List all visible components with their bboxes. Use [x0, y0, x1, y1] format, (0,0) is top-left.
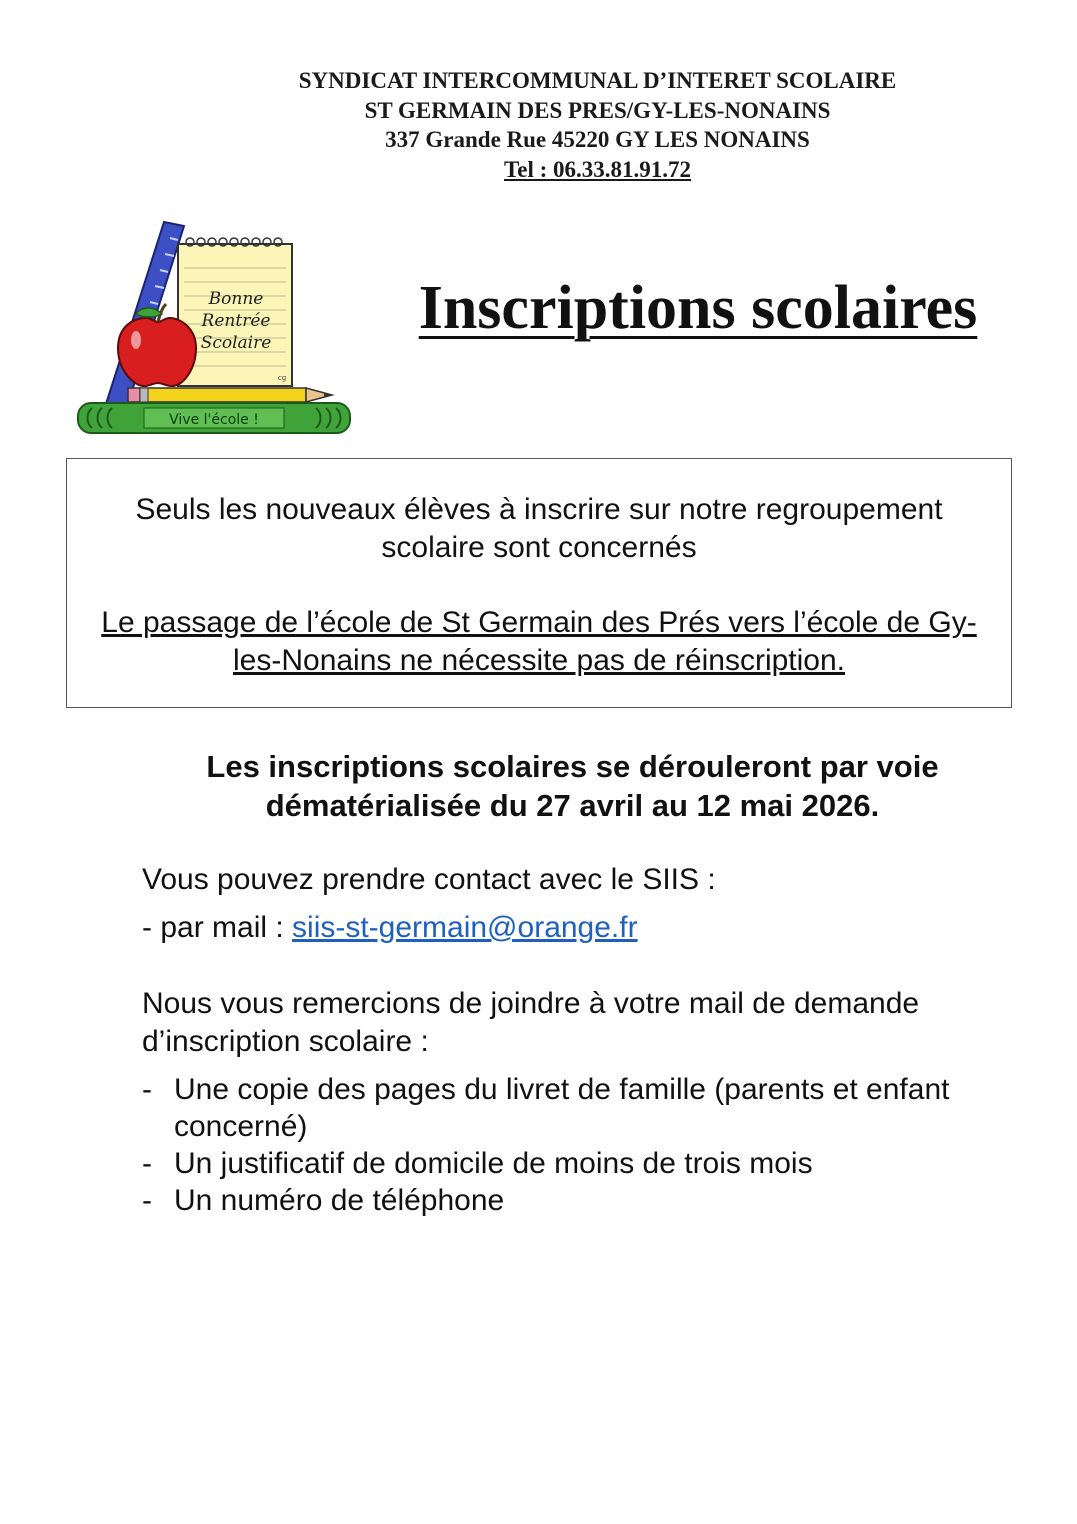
notepad-text-3: Scolaire — [200, 333, 272, 353]
email-link[interactable]: siis-st-germain@orange.fr — [292, 911, 638, 944]
list-item: - Un justificatif de domicile de moins de trois mois — [142, 1147, 813, 1180]
list-item: - Une copie des pages du livret de famille (parents et enfant concerné) — [142, 1073, 950, 1143]
pencil-icon — [128, 388, 332, 402]
bullet-dash: - — [142, 1147, 152, 1180]
bullet-dash: - — [142, 1184, 152, 1217]
notepad-text-1: Bonne — [208, 289, 264, 309]
mail-prefix: - par mail : — [142, 911, 293, 944]
attachments-intro: Nous vous remercions de joindre à votre mail de demande d’inscription scolaire : — [142, 987, 920, 1058]
letterhead-org-name: SYNDICAT INTERCOMMUNAL D’INTERET SCOLAIRE — [298, 68, 897, 93]
required-documents-list — [142, 1071, 992, 1219]
letterhead-communes: ST GERMAIN DES PRES/GY-LES-NONAINS — [364, 97, 831, 123]
notice-new-students: Seuls les nouveaux élèves à inscrire sur notre regroupement scolaire sont concernés — [135, 493, 943, 564]
letterhead — [200, 66, 995, 184]
bullet-dash: - — [142, 1073, 152, 1106]
notepad-text-2: Rentrée — [201, 311, 271, 331]
notepad-initials: cg — [277, 374, 287, 382]
book-icon — [78, 403, 350, 433]
book-label: Vive l'école ! — [169, 412, 259, 428]
enrolment-dates: Les inscriptions scolaires se dérouleront par voie dématérialisée du 27 avril au 12 mai 2026. — [206, 749, 939, 823]
notice-no-reenrolment: Le passage de l’école de St Germain des Prés vers l’école de Gy-les-Nonains ne nécessite pas de réinscription. — [101, 606, 977, 677]
page-title: Inscriptions scolaires — [418, 274, 978, 342]
back-to-school-clipart — [74, 218, 356, 438]
notice-box — [66, 458, 1012, 708]
letterhead-phone: Tel : 06.33.81.91.72 — [504, 156, 691, 182]
notepad-icon — [178, 238, 292, 386]
letterhead-address: 337 Grande Rue 45220 GY LES NONAINS — [385, 127, 810, 152]
contact-intro: Vous pouvez prendre contact avec le SIIS : — [142, 863, 716, 896]
list-item: - Un numéro de téléphone — [142, 1184, 505, 1217]
contact-mail-line — [142, 909, 1022, 947]
